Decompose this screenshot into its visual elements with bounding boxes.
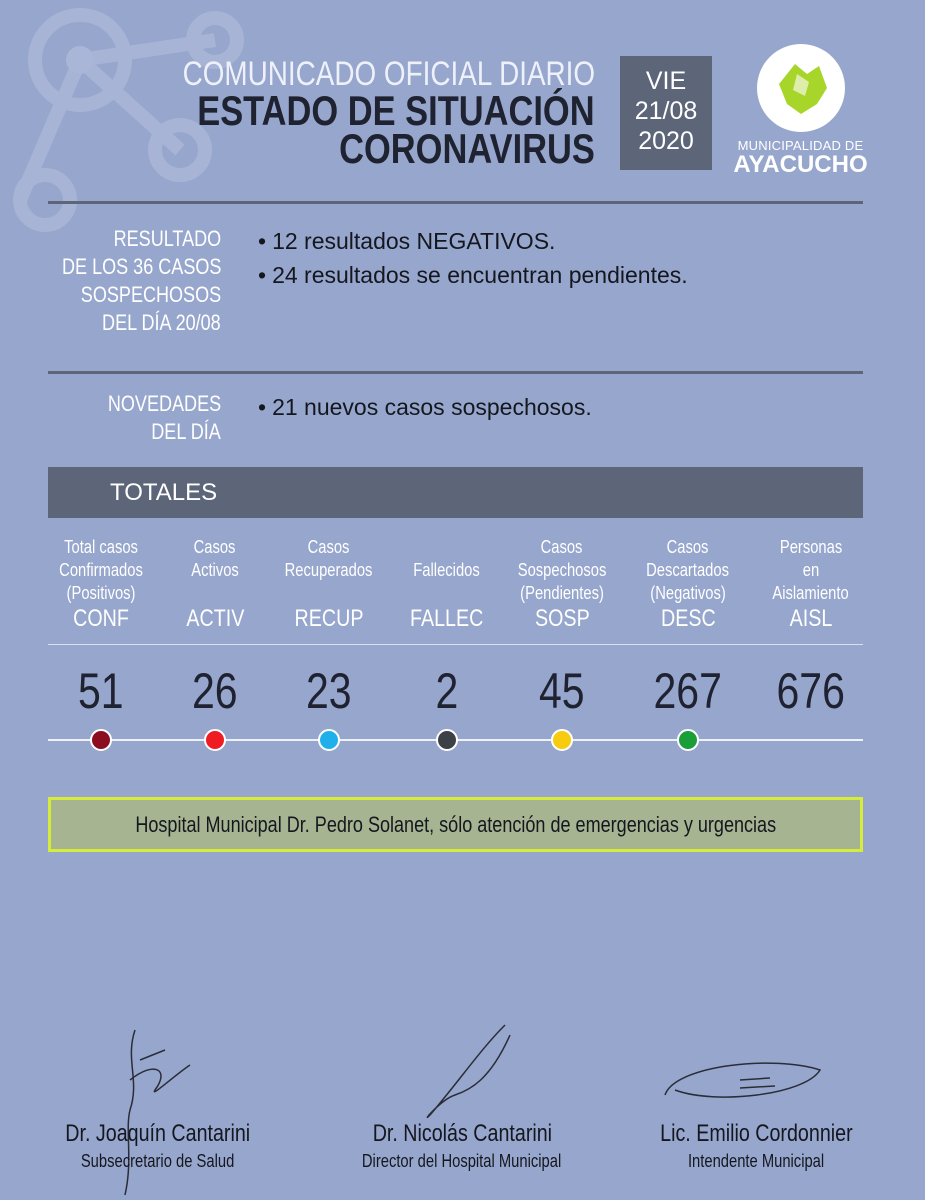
stat-column-desc [625, 536, 751, 719]
results-label: RESULTADO DE LOS 36 CASOS SOSPECHOSOS DEL DÍA 20/08 [61, 226, 221, 335]
date-box [620, 56, 712, 170]
stat-code: ACTIV [186, 605, 244, 632]
list-item: • 24 resultados se encuentran pendientes. [258, 258, 688, 292]
stat-code: CONF [73, 605, 129, 632]
stat-description: Casos Sospechosos (Pendientes) [517, 537, 607, 603]
stat-code: AISL [789, 605, 833, 632]
logo-text-line1: MUNICIPALIDAD DE [737, 138, 864, 153]
header-title-line2: CORONAVIRUS [339, 125, 595, 172]
status-color-dot [204, 729, 226, 751]
stat-value: 51 [78, 663, 124, 719]
municipality-logo [728, 44, 873, 184]
divider [48, 201, 863, 204]
stat-code: DESC [660, 605, 716, 632]
signature-mark [655, 1050, 830, 1110]
hospital-notice [48, 797, 863, 852]
stat-column-fallec [384, 536, 510, 719]
date-day: VIE [645, 67, 687, 95]
stat-description: Total casos Confirmados (Positivos) [59, 537, 143, 603]
stat-value: 45 [539, 663, 585, 719]
signer-name: Dr. Joaquín Cantarini [65, 1120, 251, 1147]
stat-description: Casos Descartados (Negativos) [646, 537, 730, 603]
list-item: • 12 resultados NEGATIVOS. [258, 224, 688, 258]
status-color-dot [677, 729, 699, 751]
stat-value: 267 [653, 663, 723, 719]
stat-description: Personas en Aislamiento [772, 537, 850, 603]
stat-column-aisl [748, 536, 874, 719]
totals-header [48, 467, 863, 518]
stat-column-activ [152, 536, 278, 719]
stat-column-recup [266, 536, 392, 719]
signer-role: Subsecretario de Salud [81, 1151, 235, 1171]
signer-role: Director del Hospital Municipal [362, 1151, 562, 1171]
stat-description: Casos Activos [191, 537, 239, 580]
stat-value: 26 [192, 663, 238, 719]
news-list [258, 390, 592, 424]
stat-description: Fallecidos [413, 560, 481, 580]
stat-code: FALLEC [410, 605, 484, 632]
signature-block [312, 1120, 612, 1174]
stat-value: 23 [306, 663, 352, 719]
header-title-line1: ESTADO DE SITUACIÓN [197, 87, 595, 134]
date-daymonth: 21/08 [634, 97, 698, 125]
totals-title: TOTALES [110, 479, 218, 506]
header-subtitle: COMUNICADO OFICIAL DIARIO [182, 55, 595, 93]
news-label: NOVEDADES DEL DÍA [107, 391, 221, 444]
stat-description: Casos Recuperados [285, 537, 373, 580]
status-color-dot [90, 729, 112, 751]
logo-emblem-icon [757, 44, 845, 132]
stat-value: 2 [435, 663, 459, 719]
header-title-block [92, 55, 595, 172]
signature-block [606, 1120, 906, 1174]
date-year: 2020 [638, 127, 694, 155]
signature-mark [410, 1020, 520, 1130]
list-item: • 21 nuevos casos sospechosos. [258, 390, 592, 424]
signer-name: Lic. Emilio Cordonnier [659, 1120, 853, 1147]
logo-text-line2: AYACUCHO [733, 151, 868, 178]
status-color-dot [551, 729, 573, 751]
stat-column-sosp [499, 536, 625, 719]
signer-name: Dr. Nicolás Cantarini [372, 1120, 552, 1147]
stat-value: 676 [776, 663, 846, 719]
divider [48, 371, 863, 374]
stat-code: SOSP [534, 605, 590, 632]
divider [48, 644, 863, 645]
hospital-notice-text: Hospital Municipal Dr. Pedro Solanet, sólo atención de emergencias y urgencias [135, 812, 776, 837]
status-color-dot [318, 729, 340, 751]
results-list [258, 224, 688, 292]
signer-role: Intendente Municipal [687, 1151, 825, 1171]
status-color-dot [436, 729, 458, 751]
stat-code: RECUP [294, 605, 364, 632]
stat-column-conf [38, 536, 164, 719]
signature-block [8, 1120, 308, 1174]
